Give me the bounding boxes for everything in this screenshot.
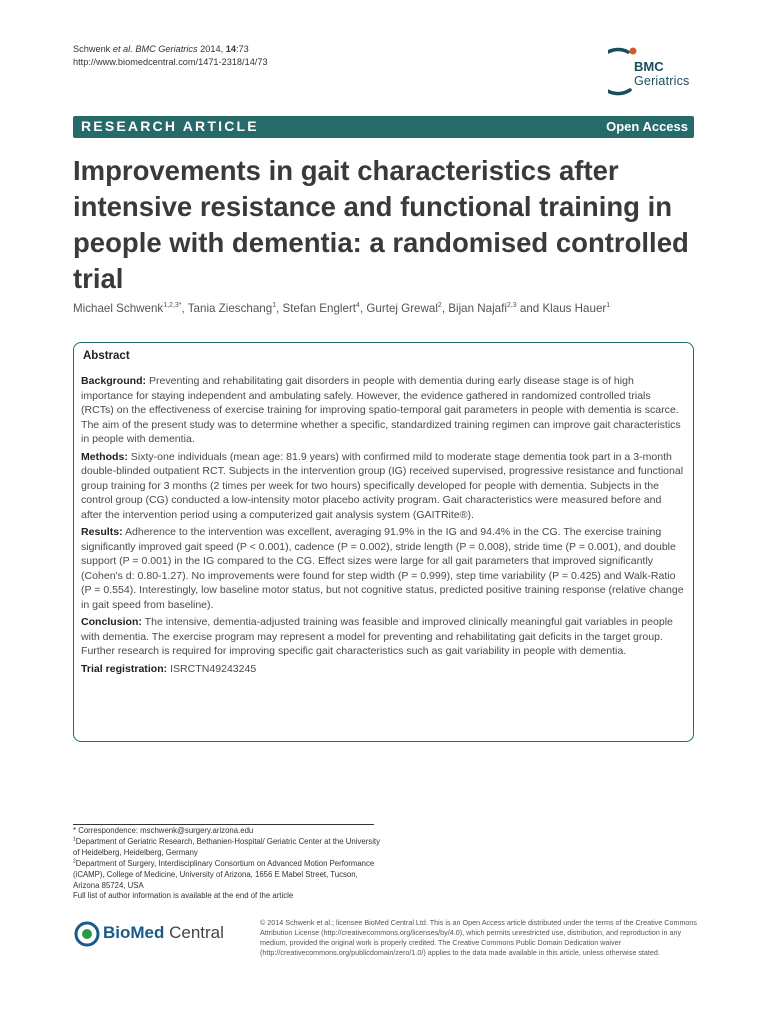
author-affiliation: 1	[606, 302, 611, 310]
full-author-info-note: Full list of author information is available at the end of the article	[73, 891, 294, 901]
article-type-banner	[73, 116, 694, 138]
author-name: Klaus Hauer	[542, 302, 607, 315]
article-url[interactable]: http://www.biomedcentral.com/1471-2318/14/73	[73, 57, 268, 67]
results-text: Adherence to the intervention was excellent, averaging 91.9% in the IG and 94.4% in the CG. The exercise training significantly improved gait speed (P < 0.001), cadence (P = 0.002), stride length (P = 0.008), stride time (P = 0.001), and double support (P = 0.001) in the IG compared to the CG. Effect sizes were large for all gait parameters that improved significantly (Cohen's d: 0.80-1.27). No improvements were found for step width (P = 0.999), step time variability (P = 0.425) and Walk-Ratio (P = 0.554). Interestingly, low baseline motor status, but not cognitive status, predicted positive training response (relative change in gait speed from baseline).	[81, 526, 684, 611]
author-name: Stefan Englert	[282, 302, 357, 315]
abstract-conclusion	[81, 615, 685, 659]
trial-label: Trial registration:	[81, 662, 168, 675]
author-affiliation: 1,2,3*	[163, 302, 182, 310]
abstract-results	[81, 525, 685, 612]
citation-year: 2014,	[197, 44, 226, 54]
conclusion-label: Conclusion:	[81, 616, 142, 628]
publisher-name-bold: BioMed	[103, 923, 165, 942]
aff1-number: 1	[73, 836, 76, 843]
aff2-text: Department of Surgery, Interdisciplinary Consortium on Advanced Motion Performance (iCAMP), College of Medicine, University of Arizona, 1656 E Mabel Street, Tucson, Arizona 85724, USA	[73, 858, 375, 890]
author-separator: and	[516, 302, 543, 315]
affiliation-2	[73, 859, 383, 892]
open-access-label: Open Access	[606, 119, 688, 134]
citation-authors: Schwenk	[73, 44, 113, 54]
journal-logo-text	[634, 60, 689, 88]
abstract-methods	[81, 450, 685, 523]
author-separator: ,	[441, 302, 449, 315]
methods-text: Sixty-one individuals (mean age: 81.9 years) with confirmed mild to moderate stage dementia took part in a 3-month double-blinded outpatient RCT. Subjects in the intervention group (IG) received supervised, progressive resistance and functional group training for 3 months (2 times per week for two hours) specifically developed for people with dementia. Subjects in the control group (CG) conducted a low-intensity motor placebo activity program. Gait characteristics were measured before and after the intervention period using a computerized gait analysis system (GAITRite®).	[81, 450, 684, 521]
abstract-heading: Abstract	[83, 350, 130, 362]
publisher-name-rest: Central	[164, 923, 224, 942]
logo-line1: BMC	[634, 59, 664, 74]
correspondence: * Correspondence: mschwenk@surgery.arizona.edu	[73, 826, 254, 835]
author-name: Gurtej Grewal	[366, 302, 438, 315]
conclusion-text: The intensive, dementia-adjusted training was feasible and improved clinically meaningful gait variables in people with dementia. The exercise program may represent a model for preventing and rehabilitating gait deficits in the target group. Further research is required for improving specific gait characteristics such as gait variability in people with dementia.	[81, 616, 673, 657]
author-name: Tania Zieschang	[187, 302, 273, 315]
article-type-label: RESEARCH ARTICLE	[81, 118, 259, 134]
citation-volume: 14	[225, 44, 236, 54]
affiliation-1	[73, 837, 383, 859]
citation-journal: BMC Geriatrics	[132, 44, 198, 54]
methods-label: Methods:	[81, 450, 128, 463]
author-affiliation: 4	[356, 302, 360, 310]
background-label: Background:	[81, 375, 147, 387]
aff1-text: Department of Geriatric Research, Bethanien-Hospital/ Geriatric Center at the University of Heidelberg, Heidelberg, Germany	[73, 836, 380, 857]
footnote-divider	[73, 824, 374, 825]
author-list	[73, 301, 693, 317]
author-separator: ,	[181, 302, 188, 315]
trial-text: ISRCTN49243245	[167, 662, 257, 675]
abstract-background	[81, 374, 685, 447]
author-affiliation: 2,3	[506, 302, 517, 310]
results-label: Results:	[81, 526, 123, 538]
author-affiliation: 1	[272, 302, 277, 310]
footnotes	[73, 826, 383, 902]
citation-etal: et al.	[112, 44, 133, 54]
aff2-number: 2	[73, 858, 76, 865]
author-name: Bijan Najafi	[448, 302, 507, 315]
author-separator: ,	[359, 302, 367, 315]
logo-line2: Geriatrics	[634, 74, 690, 88]
publisher-name	[103, 923, 224, 943]
abstract-body	[81, 374, 685, 679]
abstract-trial-registration	[81, 662, 685, 677]
license-text: © 2014 Schwenk et al.; licensee BioMed Central Ltd. This is an Open Access article distributed under the terms of the Creative Commons Attribution License (http://creativecommons.org/licenses/by/4.0), which permits unrestricted use, distribution, and reproduction in any medium, provided the original work is properly credited. The Creative Commons Public Domain Dedication waiver (http://creativecommons.org/publicdomain/zero/1.0/) applies to the data made available in this article, unless otherwise stated.	[260, 918, 698, 958]
citation-header	[73, 43, 268, 69]
background-text: Preventing and rehabilitating gait disorders in people with dementia during early disease stage is of high importance for staying independent and ambulating safely. However, the evidence gathered in randomized controlled trials (RCTs) on the effectiveness of exercise training for improving spatio-temporal gait parameters in people with dementia is scarce. The aim of the present study was to determine whether a specific, standardized training regimen can improve gait characteristics in people with dementia.	[81, 375, 681, 445]
citation-line	[73, 43, 268, 56]
article-title: Improvements in gait characteristics after intensive resistance and functional training in people with dementia: a randomised controlled trial	[73, 155, 689, 294]
citation-article: :73	[235, 44, 249, 54]
author-separator: ,	[276, 302, 283, 315]
author-affiliation: 2	[437, 302, 442, 310]
author-name: Michael Schwenk	[73, 302, 164, 315]
